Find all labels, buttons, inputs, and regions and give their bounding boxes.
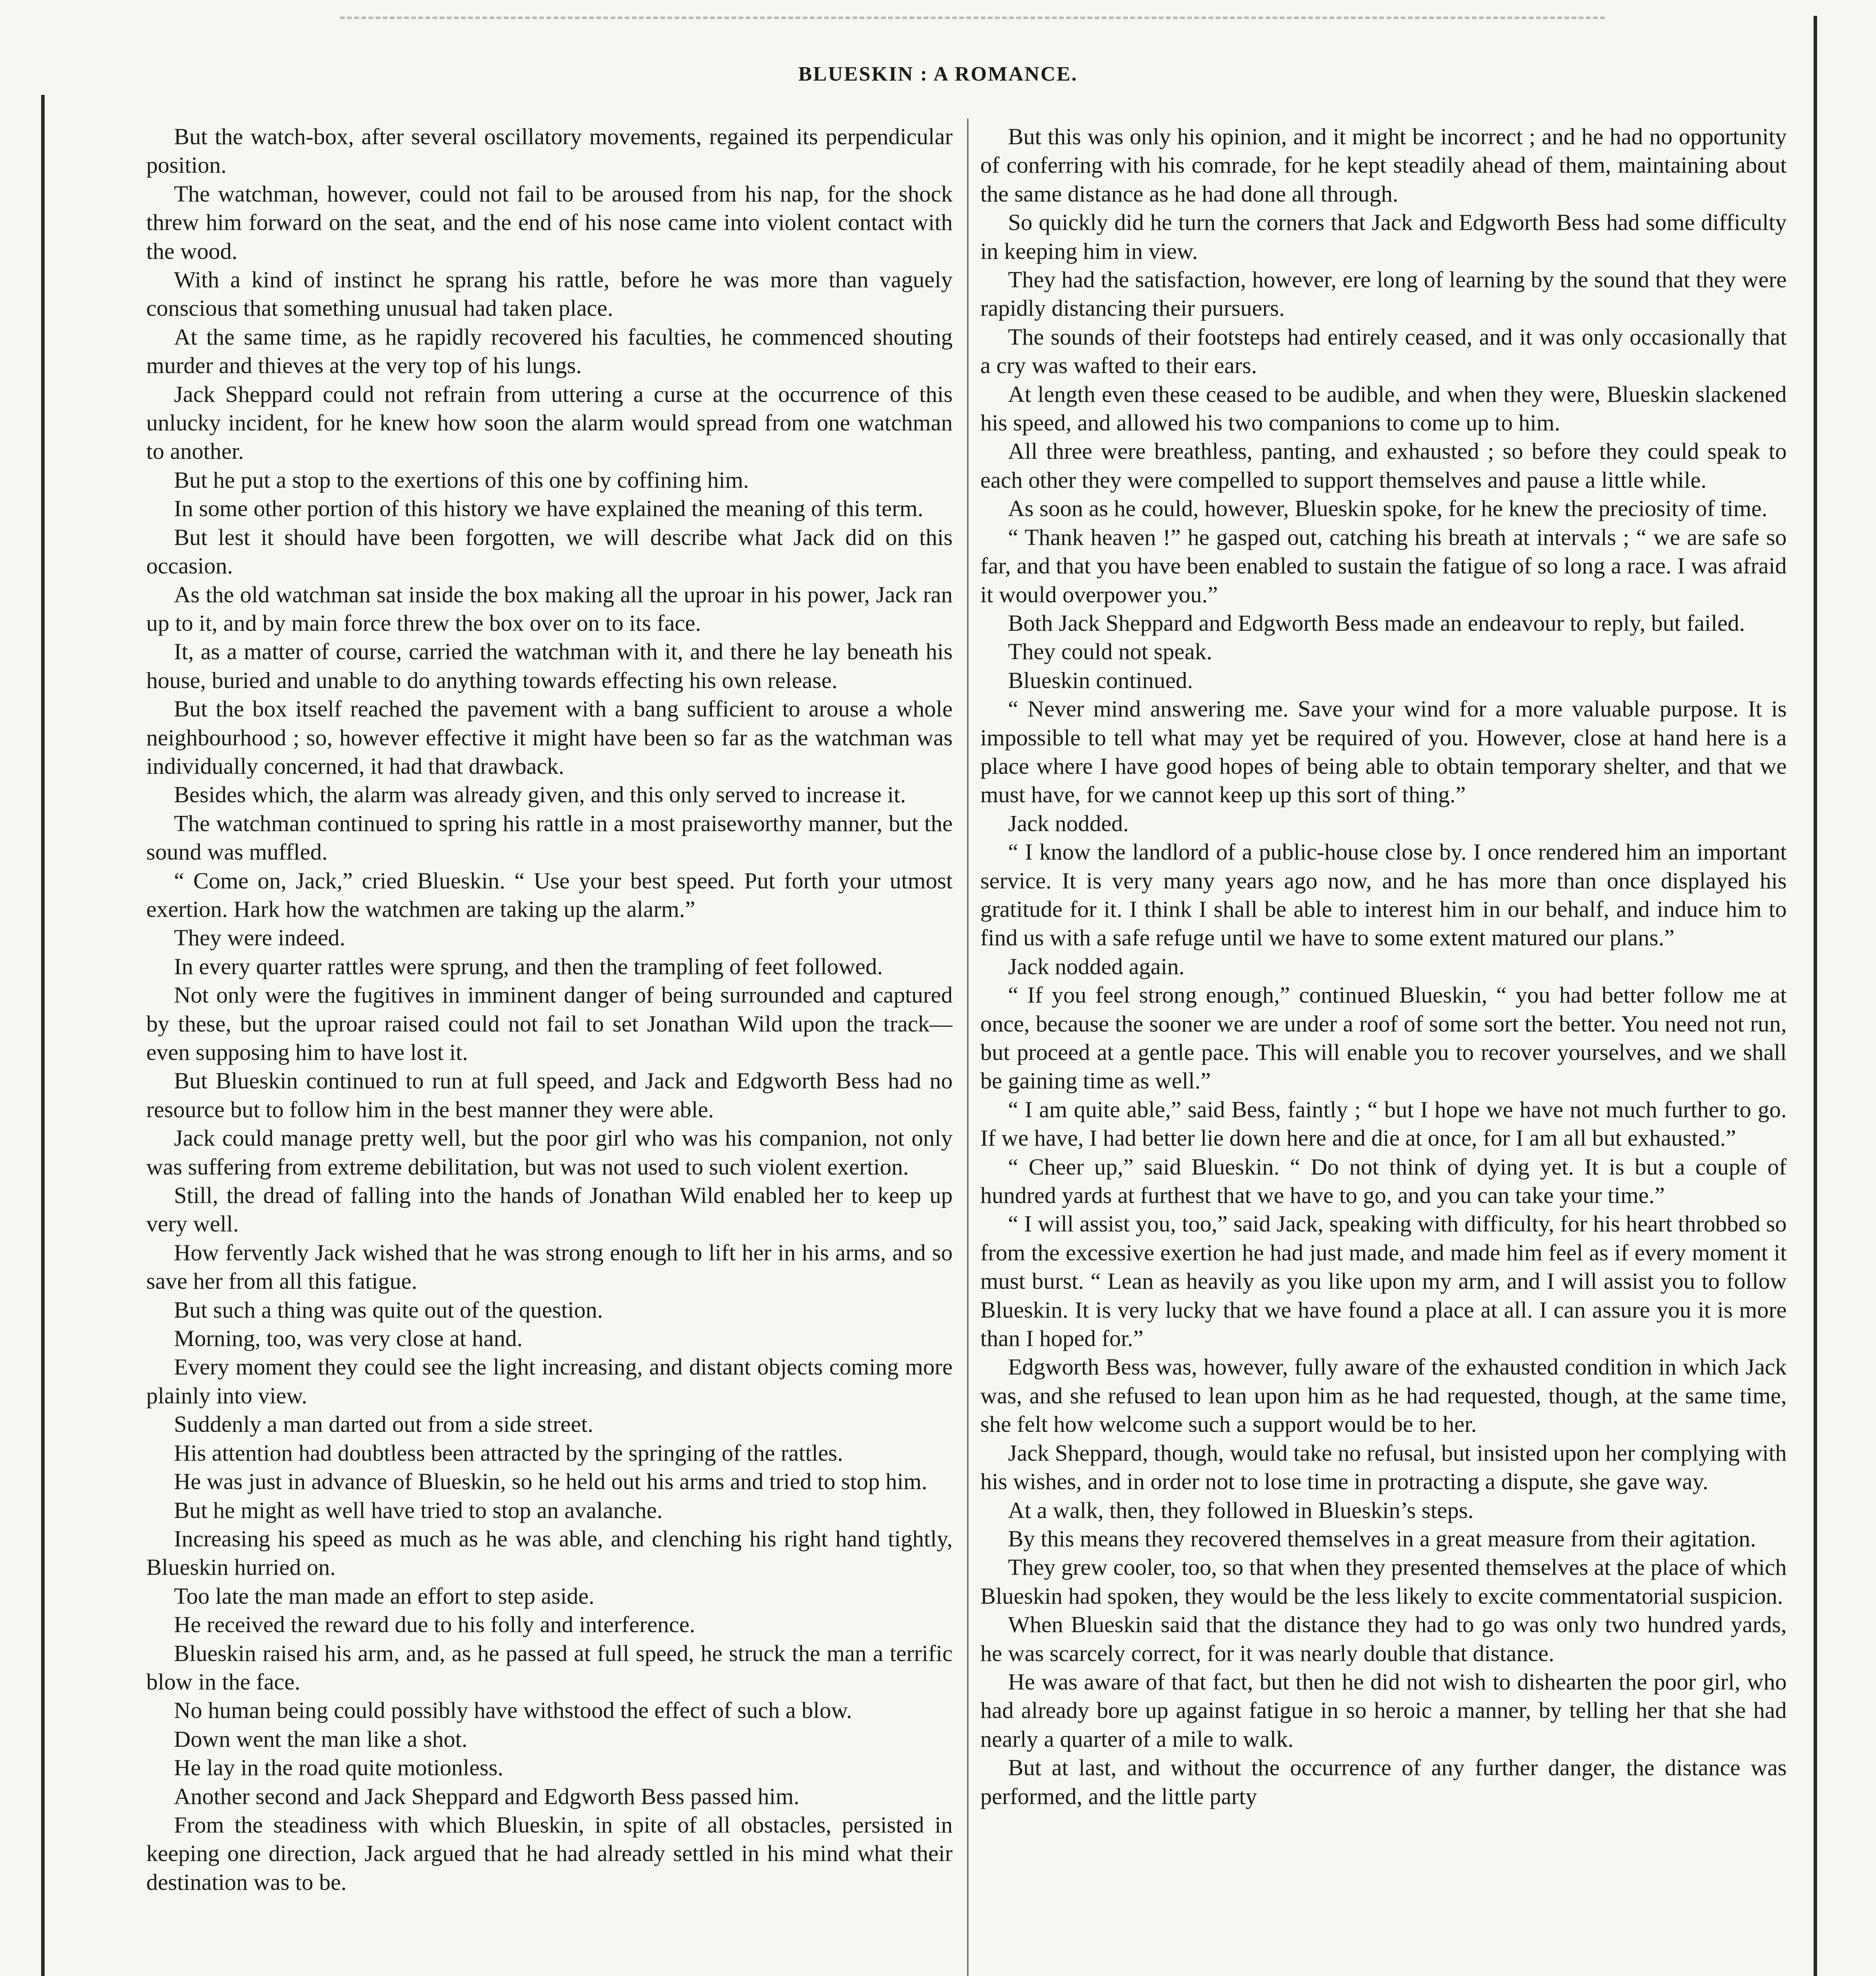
paragraph: The watchman, however, could not fail to be aroused from his nap, for the shock threw him forward on the seat, and the end of his nose came into violent contact with the wood. xyxy=(146,181,953,264)
paragraph: But lest it should have been forgotten, we will describe what Jack did on this occasion. xyxy=(146,524,953,579)
paragraph: “ I will assist you, too,” said Jack, speaking with difficulty, for his heart throbbed so from the excessive exertion he had just made, and made him feel as if every moment it must burst. “ Lean as heavily as you like upon my arm, and I will assist you to follow Blueskin. It is very lucky that we have found a place at all. I can assure you it is more than I hoped for.” xyxy=(980,1211,1787,1352)
paragraph: But the box itself reached the pavement with a bang sufficient to arouse a whole neighbourhood ; so, however effective it might have been so far as the watchman was individually concerned, it had that drawback. xyxy=(146,696,953,779)
paragraph: Jack Sheppard, though, would take no refusal, but insisted upon her complying with his wishes, and in order not to lose time in protracting a dispute, she gave way. xyxy=(980,1440,1787,1495)
paragraph: As the old watchman sat inside the box making all the uproar in his power, Jack ran up to it, and by main force threw the box over on to its face. xyxy=(146,581,953,636)
paragraph: From the steadiness with which Blueskin, in spite of all obstacles, persisted in keeping one direction, Jack argued that he had already settled in his mind what their destination was to be. xyxy=(146,1812,953,1895)
left-margin-rule xyxy=(41,95,45,1976)
paragraph: All three were breathless, panting, and exhausted ; so before they could speak to each other they were compelled to support themselves and pause a little while. xyxy=(980,438,1787,493)
paragraph: Morning, too, was very close at hand. xyxy=(174,1326,523,1352)
paragraph: “ I know the landlord of a public-house close by. I once rendered him an important service. It is very many years ago now, and he has more than once displayed his gratitude for it. I think I shall be able to interest him in our behalf, and induce him to find us with a safe refuge until we have to some extent matured our plans.” xyxy=(980,839,1787,951)
paragraph: When Blueskin said that the distance they had to go was only two hundred yards, he was scarcely correct, for it was nearly double that distance. xyxy=(980,1612,1787,1666)
paragraph: As soon as he could, however, Blueskin spoke, for he knew the preciosity of time. xyxy=(1008,496,1768,522)
paragraph: In every quarter rattles were sprung, and then the trampling of feet followed. xyxy=(174,953,883,979)
paragraph: By this means they recovered themselves in a great measure from their agitation. xyxy=(1008,1525,1756,1552)
paragraph: “ Never mind answering me. Save your wind for a more valuable purpose. It is impossible to tell what may yet be required of you. However, close at hand here is a place where I have good hopes of being able to obtain temporary shelter, and that we must have, for we cannot keep up this sort of thing.” xyxy=(980,696,1787,808)
right-margin-rule xyxy=(1814,16,1817,1976)
left-column xyxy=(146,123,953,1976)
paragraph: Jack could manage pretty well, but the poor girl who was his companion, not only was suffering from extreme debilitation, but was not used to such violent exertion. xyxy=(146,1125,953,1180)
paragraph: The sounds of their footsteps had entirely ceased, and it was only occasionally that a cry was wafted to their ears. xyxy=(980,324,1787,379)
paragraph: He lay in the road quite motionless. xyxy=(174,1755,504,1781)
paragraph: He received the reward due to his folly and interference. xyxy=(174,1612,695,1638)
paragraph: Blueskin raised his arm, and, as he passed at full speed, he struck the man a terrific blow in the face. xyxy=(146,1640,953,1695)
paragraph: They were indeed. xyxy=(174,925,345,951)
paragraph: With a kind of instinct he sprang his rattle, before he was more than vaguely conscious that something unusual had taken place. xyxy=(146,267,953,321)
column-divider xyxy=(967,119,968,1976)
paragraph: “ Cheer up,” said Blueskin. “ Do not think of dying yet. It is but a couple of hundred yards at furthest that we have to go, and you can take your time.” xyxy=(980,1154,1787,1209)
paragraph: Suddenly a man darted out from a side street. xyxy=(174,1411,593,1437)
paragraph: Increasing his speed as much as he was able, and clenching his right hand tightly, Blueskin hurried on. xyxy=(146,1525,953,1580)
paragraph: “ I am quite able,” said Bess, faintly ; “ but I hope we have not much further to go. If we have, I had better lie down here and die at once, for I am all but exhausted.” xyxy=(980,1096,1787,1151)
paragraph: It, as a matter of course, carried the watchman with it, and there he lay beneath his house, buried and unable to do anything towards effecting his own release. xyxy=(146,639,953,693)
paragraph: So quickly did he turn the corners that Jack and Edgworth Bess had some difficulty in keeping him in view. xyxy=(980,209,1787,264)
paragraph: But at last, and without the occurrence of any further danger, the distance was performed, and the little party xyxy=(980,1755,1787,1809)
paragraph: Blueskin continued. xyxy=(1008,667,1193,693)
paragraph: Still, the dread of falling into the hands of Jonathan Wild enabled her to keep up very well. xyxy=(146,1182,953,1237)
paragraph: They grew cooler, too, so that when they presented themselves at the place of which Blueskin had spoken, they would be the less likely to excite commentatorial suspicion. xyxy=(980,1554,1787,1609)
paragraph: But he might as well have tried to stop an avalanche. xyxy=(174,1497,663,1523)
paragraph: He was aware of that fact, but then he did not wish to dishearten the poor girl, who had already bore up against fatigue in so heroic a manner, by telling her that she had nearly a quarter of a mile to walk. xyxy=(980,1669,1787,1752)
paragraph: But Blueskin continued to run at full speed, and Jack and Edgworth Bess had no resource but to follow him in the best manner they were able. xyxy=(146,1068,953,1122)
paragraph: Down went the man like a shot. xyxy=(174,1726,468,1752)
paragraph: Jack Sheppard could not refrain from uttering a curse at the occurrence of this unlucky incident, for he knew how soon the alarm would spread from one watchman to another. xyxy=(146,381,953,464)
top-dashed-rule xyxy=(340,17,1605,19)
paragraph: They could not speak. xyxy=(1008,639,1212,665)
paragraph: “ If you feel strong enough,” continued Blueskin, “ you had better follow me at once, because the sooner we are under a roof of some sort the better. You need not run, but proceed at a gentle pace. This will enable you to recover yourselves, and we shall be gaining time as well.” xyxy=(980,982,1787,1094)
running-head: BLUESKIN : A ROMANCE. xyxy=(798,63,1078,85)
paragraph: Edgworth Bess was, however, fully aware of the exhausted condition in which Jack was, and she refused to lean upon him as he had requested, though, at the same time, she felt how welcome such a support would be to her. xyxy=(980,1354,1787,1437)
paragraph: No human being could possibly have withstood the effect of such a blow. xyxy=(174,1697,852,1723)
paragraph: Not only were the fugitives in imminent danger of being surrounded and captured by these, but the uproar raised could not fail to set Jonathan Wild upon the track—even supposing him to have lost it. xyxy=(146,982,953,1065)
paragraph: How fervently Jack wished that he was strong enough to lift her in his arms, and so save her from all this fatigue. xyxy=(146,1239,953,1294)
paragraph: “ Thank heaven !” he gasped out, catching his breath at intervals ; “ we are safe so far, and that you have been enabled to sustain the fatigue of so long a race. I was afraid it would overpower you.” xyxy=(980,524,1787,607)
paragraph: Jack nodded. xyxy=(1008,810,1129,836)
paragraph: But the watch-box, after several oscillatory movements, regained its perpendicular position. xyxy=(146,124,953,178)
paragraph: But such a thing was quite out of the question. xyxy=(174,1297,603,1323)
paragraph: Another second and Jack Sheppard and Edgworth Bess passed him. xyxy=(174,1783,800,1809)
paragraph: At length even these ceased to be audible, and when they were, Blueskin slackened his speed, and allowed his two companions to come up to him. xyxy=(980,381,1787,436)
paragraph: He was just in advance of Blueskin, so he held out his arms and tried to stop him. xyxy=(174,1469,927,1495)
paragraph: The watchman continued to spring his rattle in a most praiseworthy manner, but the sound was muffled. xyxy=(146,810,953,865)
paragraph: Jack nodded again. xyxy=(1008,953,1185,979)
paragraph: But this was only his opinion, and it might be incorrect ; and he had no opportunity of conferring with his comrade, for he kept steadily ahead of them, maintaining about the same distance as he had done all through. xyxy=(980,124,1787,207)
right-column xyxy=(980,123,1787,1976)
paragraph: In some other portion of this history we have explained the meaning of this term. xyxy=(174,496,923,522)
paragraph: Too late the man made an effort to step aside. xyxy=(174,1583,595,1609)
paragraph: Besides which, the alarm was already given, and this only served to increase it. xyxy=(174,782,906,808)
paragraph: At the same time, as he rapidly recovered his faculties, he commenced shouting murder and thieves at the very top of his lungs. xyxy=(146,324,953,379)
paragraph: At a walk, then, they followed in Blueskin’s steps. xyxy=(1008,1497,1474,1523)
paragraph: “ Come on, Jack,” cried Blueskin. “ Use your best speed. Put forth your utmost exertion. Hark how the watchmen are taking up the alarm.” xyxy=(146,867,953,922)
paragraph: But he put a stop to the exertions of this one by coffining him. xyxy=(174,467,749,493)
paragraph: Both Jack Sheppard and Edgworth Bess made an endeavour to reply, but failed. xyxy=(1008,610,1745,636)
paragraph: Every moment they could see the light increasing, and distant objects coming more plainly into view. xyxy=(146,1354,953,1408)
paragraph: His attention had doubtless been attracted by the springing of the rattles. xyxy=(174,1440,843,1466)
paragraph: They had the satisfaction, however, ere long of learning by the sound that they were rapidly distancing their pursuers. xyxy=(980,267,1787,321)
